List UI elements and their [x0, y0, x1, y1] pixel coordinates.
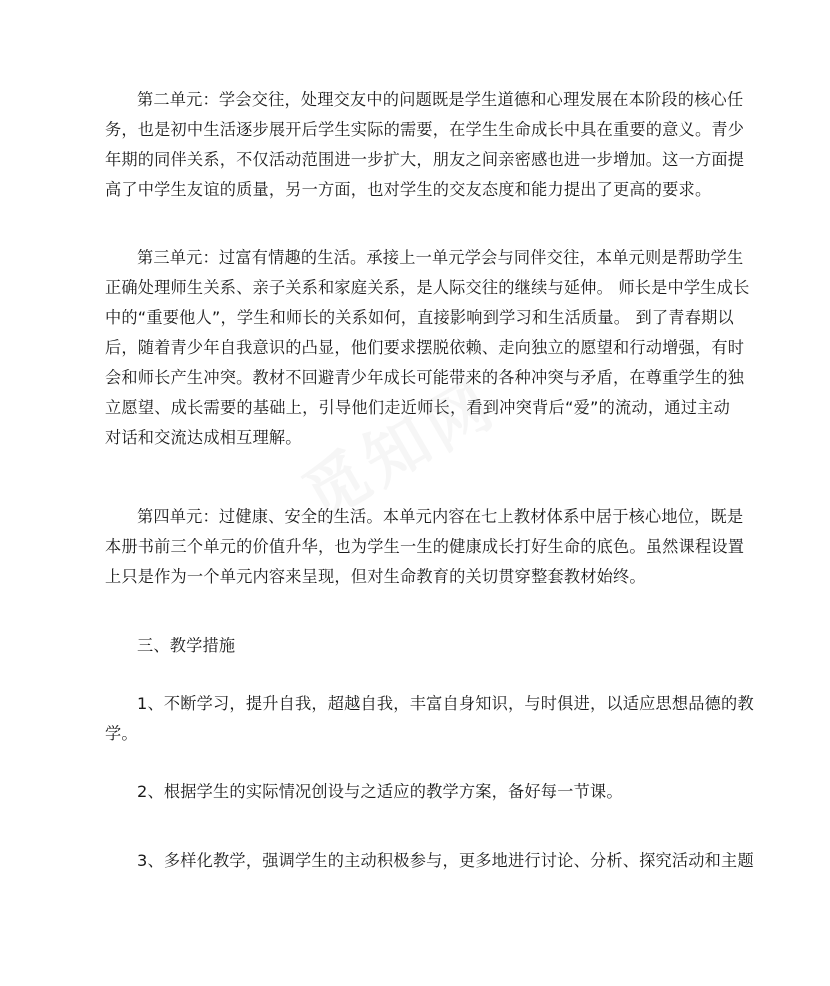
text-line: 后，随着青少年自我意识的凸显，他们要求摆脱依赖、走向独立的愿望和行动增强，有时	[105, 338, 745, 357]
text-line: 学。	[105, 724, 138, 743]
text-line: 第二单元：学会交往，处理交友中的问题既是学生道德和心理发展在本阶段的核心任	[137, 90, 744, 109]
paragraph-unit-three	[105, 243, 750, 453]
text-line: 1、不断学习，提升自我，超越自我，丰富自身知识，与时俱进，以适应思想品德的教	[137, 694, 754, 713]
text-line: 对话和交流达成相互理解。	[105, 428, 302, 447]
text-line: 立愿望、成长需要的基础上，引导他们走近师长，看到冲突背后“爱”的流动，通过主动	[105, 398, 730, 417]
paragraph-unit-four	[105, 502, 745, 592]
text-line: 上只是作为一个单元内容来呈现，但对生命教育的关切贯穿整套教材始终。	[105, 567, 646, 586]
text-line: 第四单元：过健康、安全的生活。本单元内容在七上教材体系中居于核心地位，既是	[137, 507, 744, 526]
text-line: 中的“重要他人”，学生和师长的关系如何，直接影响到学习和生活质量。 到了青春期以	[105, 308, 734, 327]
text-line: 第三单元：过富有情趣的生活。承接上一单元学会与同伴交往，本单元则是帮助学生	[137, 248, 744, 267]
text-line: 本册书前三个单元的价值升华，也为学生一生的健康成长打好生命的底色。虽然课程设置	[105, 537, 745, 556]
list-item-2	[105, 777, 730, 807]
text-line: 2、根据学生的实际情况创设与之适应的教学方案，备好每一节课。	[137, 782, 623, 801]
list-item-3	[105, 846, 754, 876]
text-line: 高了中学生友谊的质量，另一方面，也对学生的交友态度和能力提出了更高的要求。	[105, 180, 712, 199]
list-item-1	[105, 689, 754, 749]
paragraph-unit-two	[105, 85, 745, 205]
text-line: 正确处理师生关系、亲子关系和家庭关系，是人际交往的继续与延伸。 师长是中学生成长	[105, 278, 750, 297]
section-heading-teaching-measures	[105, 631, 730, 661]
text-line: 3、多样化教学，强调学生的主动积极参与，更多地进行讨论、分析、探究活动和主题	[137, 851, 754, 870]
text-line: 年期的同伴关系，不仅活动范围进一步扩大，朋友之间亲密感也进一步增加。这一方面提	[105, 150, 745, 169]
section-heading: 三、教学措施	[137, 636, 236, 655]
text-line: 务，也是初中生活逐步展开后学生实际的需要，在学生生命成长中具在重要的意义。青少	[105, 120, 745, 139]
text-line: 会和师长产生冲突。教材不回避青少年成长可能带来的各种冲突与矛盾，在尊重学生的独	[105, 368, 745, 387]
